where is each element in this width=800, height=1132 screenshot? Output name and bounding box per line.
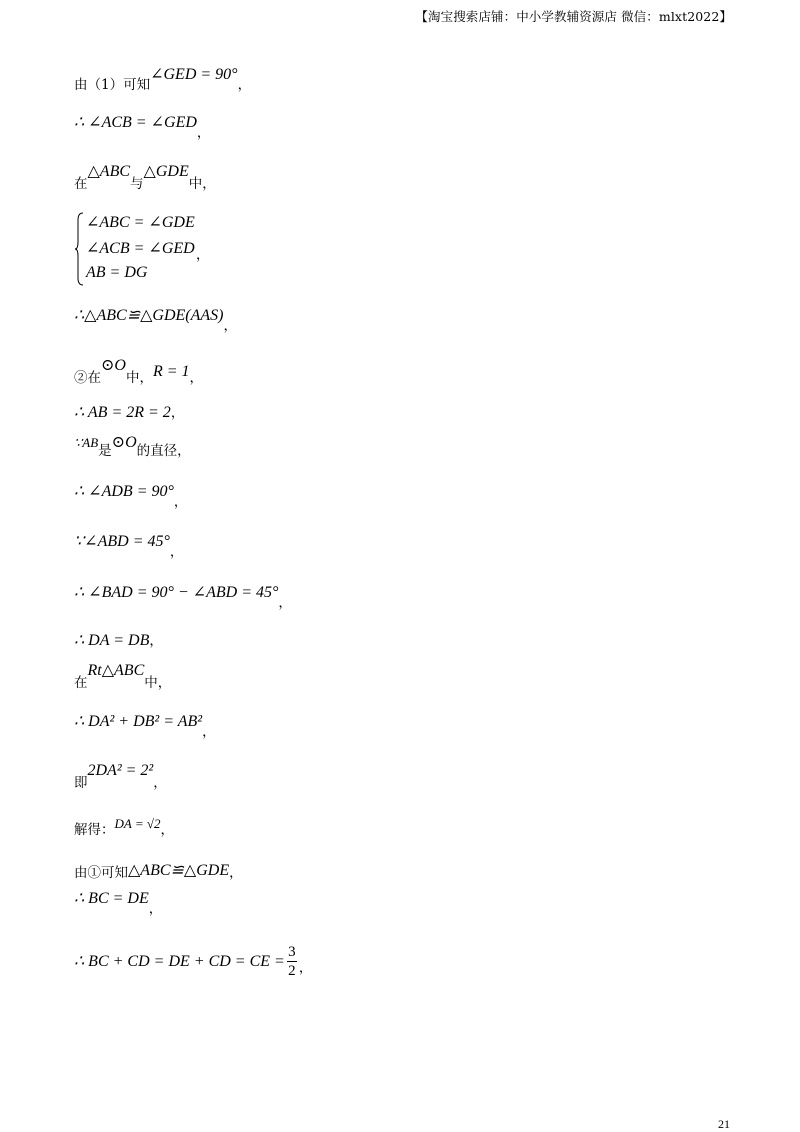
math: △ABC bbox=[87, 163, 131, 180]
left-brace bbox=[74, 212, 84, 286]
equation-row: ∠ACB = ∠GED bbox=[86, 240, 195, 257]
text: 由①可知 bbox=[74, 865, 128, 881]
math: △GDE bbox=[143, 163, 189, 180]
equation-row: AB = DG bbox=[86, 264, 148, 281]
text: 在 bbox=[74, 675, 88, 691]
equation-system bbox=[74, 212, 214, 286]
text: ， bbox=[169, 544, 184, 560]
math: ⊙O bbox=[101, 357, 126, 374]
fraction-bar bbox=[287, 961, 297, 962]
text: ， bbox=[278, 595, 292, 611]
text: ， bbox=[148, 901, 163, 917]
text: ， bbox=[170, 405, 185, 421]
math: ∴ BC + CD = DE + CD = CE = bbox=[74, 952, 285, 970]
text: ， bbox=[173, 494, 188, 510]
page-header: 【淘宝搜索店铺：中小学教辅资源店 微信：mlxt2022】 bbox=[415, 9, 732, 24]
line-1 bbox=[74, 66, 251, 94]
math: DA = √2 bbox=[114, 816, 161, 831]
math: R = 1 bbox=[152, 363, 190, 380]
text: ， bbox=[153, 775, 167, 791]
line-19 bbox=[74, 944, 312, 979]
text: ， bbox=[160, 822, 175, 838]
line-5 bbox=[74, 307, 237, 335]
math: ∴ ∠BAD = 90° − ∠ABD = 45° bbox=[74, 584, 279, 601]
text: ， bbox=[229, 865, 243, 881]
fraction-denominator: 2 bbox=[288, 963, 296, 979]
text: ， bbox=[196, 125, 211, 141]
text: 中， bbox=[144, 675, 172, 691]
line-15 bbox=[74, 762, 167, 792]
line-12 bbox=[74, 632, 163, 650]
math: ⊙O bbox=[111, 434, 137, 451]
text: ， bbox=[237, 77, 252, 93]
line-10 bbox=[74, 533, 183, 561]
math: ∴△ABC≌△GDE(AAS) bbox=[74, 307, 224, 324]
math: ∠GED = 90° bbox=[150, 66, 238, 83]
math: 2DA² = 2² bbox=[87, 762, 154, 779]
math: ∵AB bbox=[74, 435, 99, 450]
math: ∵∠ABD = 45° bbox=[74, 533, 170, 550]
line-18 bbox=[74, 890, 162, 918]
text: 中， bbox=[125, 370, 153, 386]
math: ∴ DA = DB bbox=[74, 632, 150, 649]
math: Rt△ABC bbox=[87, 662, 145, 679]
text: 的直径， bbox=[136, 443, 191, 459]
line-8 bbox=[74, 434, 191, 460]
page-number: 21 bbox=[718, 1117, 730, 1131]
text: ②在 bbox=[74, 370, 101, 386]
text: 中， bbox=[188, 176, 216, 192]
fraction-numerator: 3 bbox=[288, 944, 296, 960]
text: ， bbox=[223, 318, 237, 334]
line-16 bbox=[74, 813, 174, 839]
text: ， bbox=[149, 633, 163, 649]
math: ∴ BC = DE bbox=[74, 890, 149, 907]
text: 即 bbox=[74, 775, 88, 791]
equation-row: ∠ABC = ∠GDE bbox=[86, 214, 195, 231]
line-3 bbox=[74, 163, 216, 193]
text: 是 bbox=[98, 443, 112, 459]
line-13 bbox=[74, 662, 171, 692]
math: ∴ DA² + DB² = AB² bbox=[74, 713, 203, 730]
line-2 bbox=[74, 114, 210, 142]
math: ∴ ∠ACB = ∠GED bbox=[74, 114, 197, 131]
fraction bbox=[287, 944, 297, 979]
line-6 bbox=[74, 357, 203, 387]
math: △ABC≌△GDE bbox=[128, 862, 230, 879]
text: 由（1）可知 bbox=[74, 77, 151, 93]
line-11 bbox=[74, 584, 292, 612]
text: ， bbox=[202, 724, 216, 740]
text: 在 bbox=[74, 176, 88, 192]
text: ， bbox=[189, 370, 204, 386]
line-17 bbox=[74, 862, 243, 882]
text: ， bbox=[196, 247, 210, 263]
line-9 bbox=[74, 483, 187, 511]
math: ∴ AB = 2R = 2 bbox=[74, 404, 171, 421]
text: 与 bbox=[130, 176, 144, 192]
text: 解得： bbox=[74, 822, 115, 838]
line-7 bbox=[74, 404, 184, 422]
text: ， bbox=[298, 959, 313, 976]
line-14 bbox=[74, 713, 216, 741]
math: ∴ ∠ADB = 90° bbox=[74, 483, 174, 500]
